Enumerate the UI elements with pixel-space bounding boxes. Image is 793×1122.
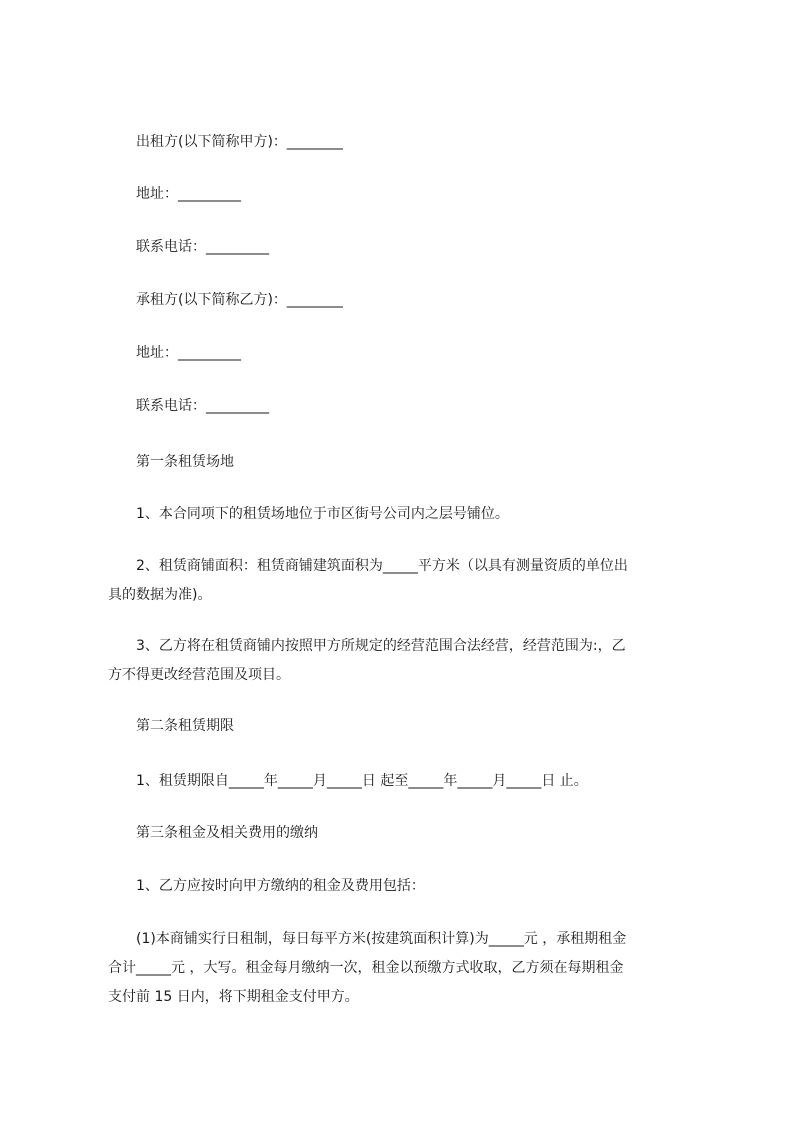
- lessor-phone-line: 联系电话：_________: [136, 239, 269, 255]
- lessor-address-line: 地址：_________: [136, 186, 241, 202]
- lessee-address-line: 地址：_________: [136, 345, 241, 361]
- article1-item1: 1、本合同项下的租赁场地位于市区街号公司内之层号铺位。: [136, 506, 509, 522]
- article2-title: 第二条租赁期限: [136, 718, 234, 734]
- article2-item1: 1、租赁期限自_____年_____月_____日 起至_____年_____月_____日 止。: [136, 773, 588, 789]
- article3-item1: 1、乙方应按时向甲方缴纳的租金及费用包括：: [136, 878, 425, 894]
- article1-item2-line1: 2、租赁商铺面积：租赁商铺建筑面积为_____平方米（以具有测量资质的单位出: [136, 558, 628, 574]
- article1-item2: [108, 552, 702, 610]
- lessee-line: 承租方(以下简称乙方)：________: [136, 292, 343, 308]
- article1-item3-line2: 方不得更改经营范围及项目。: [108, 667, 290, 683]
- article3-item1-sub1: [108, 925, 702, 1012]
- article1-title: 第一条租赁场地: [136, 454, 234, 470]
- lessee-phone-line: 联系电话：_________: [136, 398, 269, 414]
- article3-title: 第三条租金及相关费用的缴纳: [136, 825, 318, 841]
- lessor-line: 出租方(以下简称甲方)：________: [136, 134, 343, 150]
- article3-item1-sub1-line2: 合计_____元 ，大写。租金每月缴纳一次，租金以预缴方式收取，乙方须在每期租金: [108, 960, 624, 976]
- article3-item1-sub1-line1: (1)本商铺实行日租制，每日每平方米(按建筑面积计算)为_____元 ，承租期租金: [136, 931, 627, 947]
- article1-item3-line1: 3、乙方将在租赁商铺内按照甲方所规定的经营范围合法经营，经营范围为:，乙: [136, 638, 626, 654]
- article1-item3: [108, 632, 702, 690]
- article3-item1-sub1-line3: 支付前 15 日内，将下期租金支付甲方。: [108, 989, 359, 1005]
- article1-item2-line2: 具的数据为准)。: [108, 587, 212, 603]
